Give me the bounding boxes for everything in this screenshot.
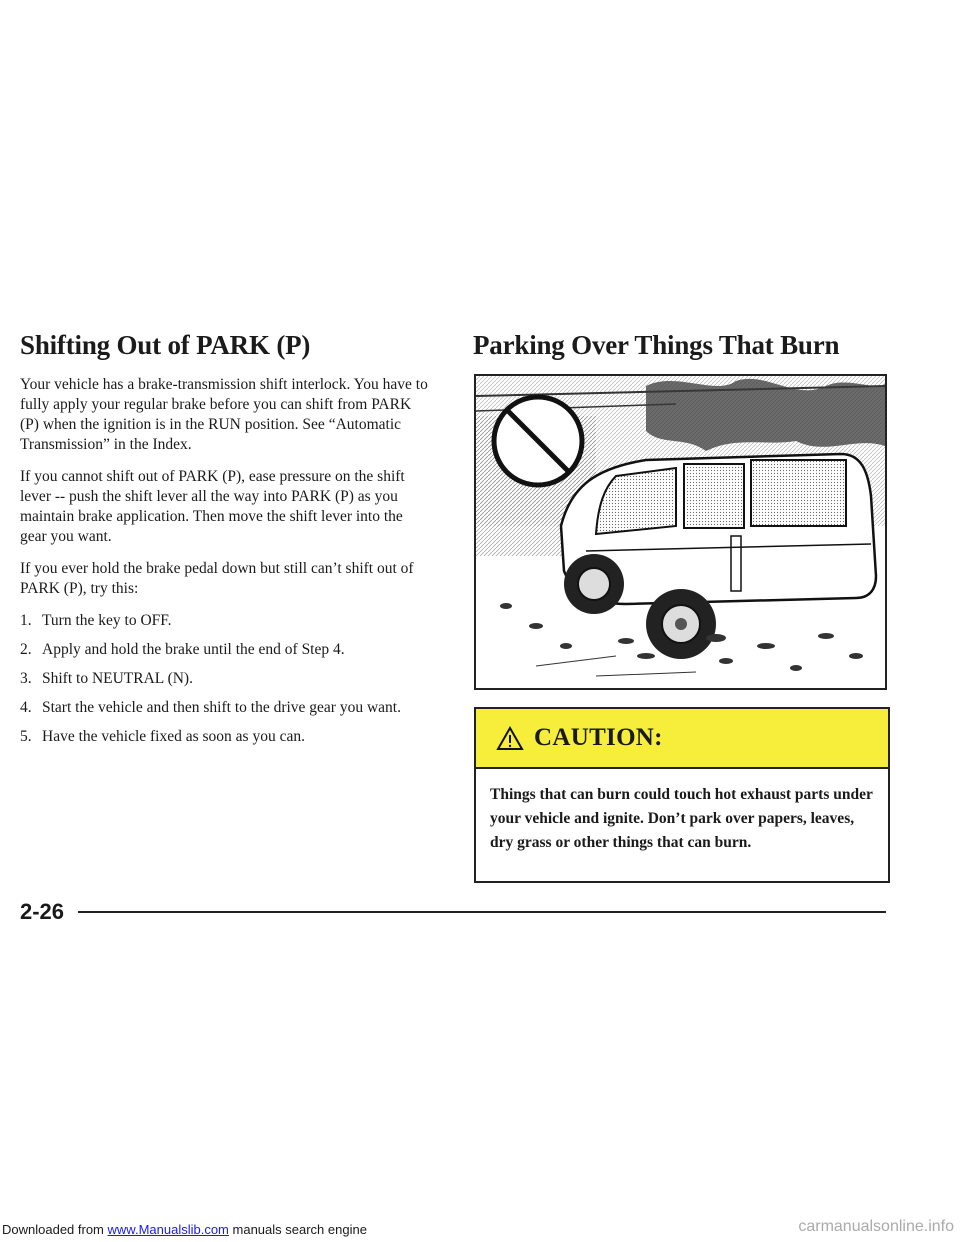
paragraph-ease-pressure: If you cannot shift out of PARK (P), ease pressure on the shift lever -- push the shift lever all the way into PARK (P) as you maintain brake application. Then move the shift lever into the gear you want. [20, 468, 405, 545]
section-title-shifting: Shifting Out of PARK (P) [20, 330, 311, 360]
left-column [20, 330, 430, 756]
right-column [473, 330, 890, 375]
caution-box [474, 707, 890, 883]
list-item: 2. Apply and hold the brake until the end of Step 4. [20, 641, 345, 658]
steps-list [20, 611, 430, 747]
list-item: 1. Turn the key to OFF. [20, 612, 172, 629]
paragraph-interlock: Your vehicle has a brake-transmission shift interlock. You have to fully apply your regular brake before you can shift from PARK (P) when the ignition is in the RUN position. See “Automatic Transmission” in the Index. [20, 376, 428, 453]
warning-triangle-icon [496, 726, 524, 751]
manualslib-link[interactable]: www.Manualslib.com [107, 1222, 229, 1237]
list-item: 5. Have the vehicle fixed as soon as you can. [20, 728, 305, 745]
watermark: carmanualsonline.info [798, 1218, 954, 1235]
paragraph-try-this: If you ever hold the brake pedal down but still can’t shift out of PARK (P), try this: [20, 560, 414, 597]
caution-header [476, 709, 888, 769]
list-item: 3. Shift to NEUTRAL (N). [20, 670, 193, 687]
caution-text: Things that can burn could touch hot exhaust parts under your vehicle and ignite. Don’t park over papers, leaves, dry grass or other things that can burn. [490, 786, 873, 851]
footer-divider [78, 911, 886, 913]
page-number: 2-26 [20, 899, 65, 924]
van-illustration-svg [476, 376, 885, 688]
download-source-note: Downloaded from www.Manualslib.com manuals search engine [2, 1222, 367, 1237]
van-parked-over-leaves-illustration [474, 374, 887, 690]
section-title-parking: Parking Over Things That Burn [473, 330, 840, 360]
list-item: 4. Start the vehicle and then shift to the drive gear you want. [20, 699, 401, 716]
caution-label: CAUTION: [534, 724, 663, 751]
